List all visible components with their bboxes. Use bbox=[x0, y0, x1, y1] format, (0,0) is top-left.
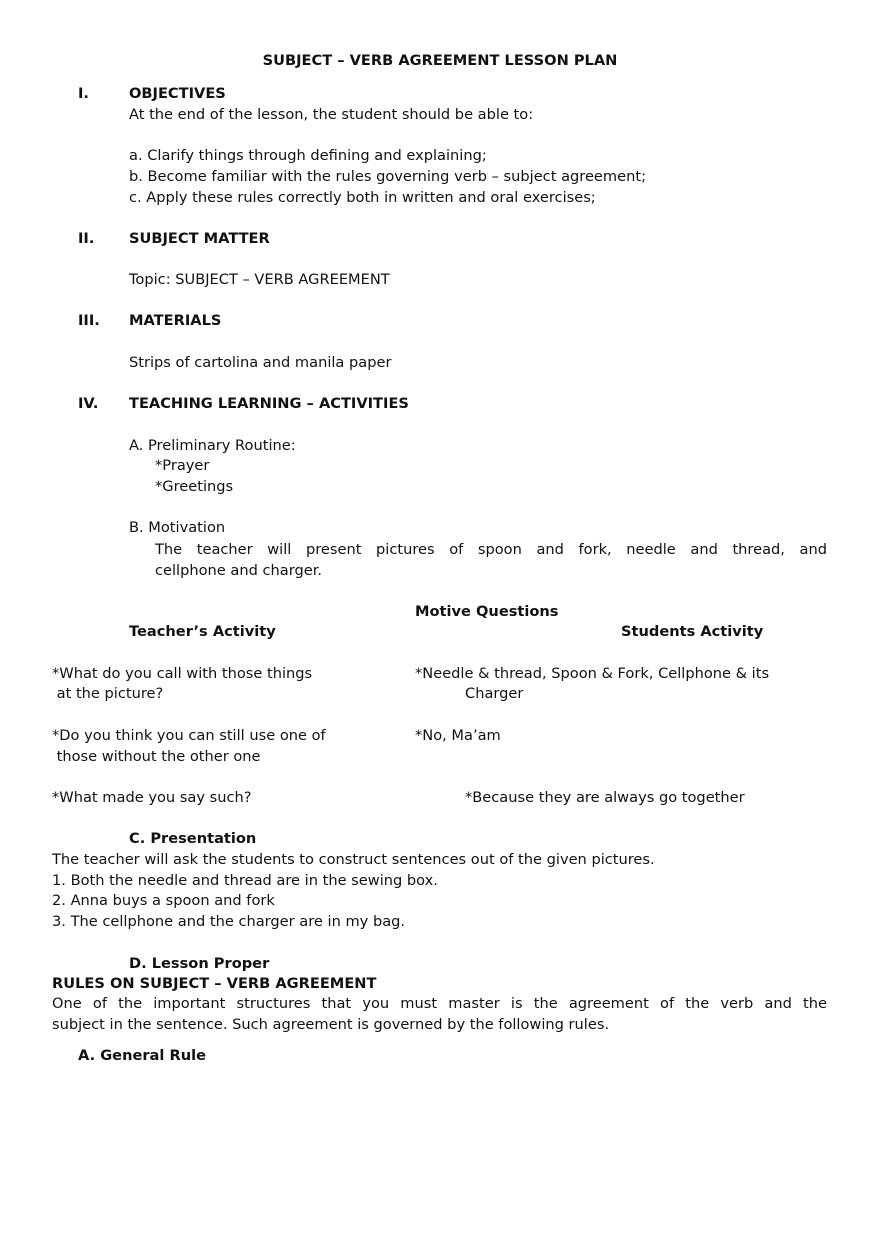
students-activity-header: Students Activity bbox=[621, 623, 764, 640]
topic-text: Topic: SUBJECT – VERB AGREEMENT bbox=[129, 271, 390, 288]
section-numeral: II. bbox=[78, 230, 95, 247]
presentation-text: The teacher will ask the students to construct sentences out of the given pictures. bbox=[52, 851, 655, 868]
student-answer: *No, Ma’am bbox=[415, 727, 501, 744]
section-numeral: III. bbox=[78, 312, 100, 329]
presentation-label: C. Presentation bbox=[129, 830, 257, 847]
section-heading-objectives: OBJECTIVES bbox=[129, 85, 226, 102]
lesson-proper-label: D. Lesson Proper bbox=[129, 955, 270, 972]
presentation-sentence: 1. Both the needle and thread are in the sewing box. bbox=[52, 872, 438, 889]
student-answer: *Needle & thread, Spoon & Fork, Cellphone & its bbox=[415, 665, 770, 682]
rules-text: One of the important structures that you must master is the agreement of the verb and the bbox=[52, 995, 827, 1012]
rules-heading: RULES ON SUBJECT – VERB AGREEMENT bbox=[52, 975, 377, 992]
preliminary-routine-label: A. Preliminary Routine: bbox=[129, 437, 296, 454]
document-title: SUBJECT – VERB AGREEMENT LESSON PLAN bbox=[262, 52, 618, 69]
teacher-question: those without the other one bbox=[52, 748, 261, 765]
student-answer: *Because they are always go together bbox=[465, 789, 745, 806]
section-numeral: IV. bbox=[78, 395, 99, 412]
objectives-intro: At the end of the lesson, the student should be able to: bbox=[129, 106, 534, 123]
presentation-sentence: 3. The cellphone and the charger are in my bag. bbox=[52, 913, 406, 930]
section-numeral: I. bbox=[78, 85, 89, 102]
rules-text: subject in the sentence. Such agreement is governed by the following rules. bbox=[52, 1016, 610, 1033]
presentation-sentence: 2. Anna buys a spoon and fork bbox=[52, 892, 275, 909]
objective-item: b. Become familiar with the rules governing verb – subject agreement; bbox=[129, 168, 646, 185]
general-rule-heading: A. General Rule bbox=[78, 1047, 207, 1064]
teacher-question: *What do you call with those things bbox=[52, 665, 313, 682]
section-heading-materials: MATERIALS bbox=[129, 312, 222, 329]
routine-item: *Prayer bbox=[155, 457, 210, 474]
routine-item: *Greetings bbox=[155, 478, 234, 495]
motivation-text: The teacher will present pictures of spoon and fork, needle and thread, and bbox=[155, 541, 827, 558]
teacher-question: at the picture? bbox=[52, 685, 164, 702]
objective-item: a. Clarify things through defining and explaining; bbox=[129, 147, 487, 164]
section-heading-activities: TEACHING LEARNING – ACTIVITIES bbox=[129, 395, 409, 412]
motive-questions-heading: Motive Questions bbox=[415, 603, 559, 620]
motivation-text: cellphone and charger. bbox=[155, 562, 323, 579]
teacher-question: *Do you think you can still use one of bbox=[52, 727, 326, 744]
section-heading-subject-matter: SUBJECT MATTER bbox=[129, 230, 270, 247]
materials-text: Strips of cartolina and manila paper bbox=[129, 354, 392, 371]
student-answer: Charger bbox=[465, 685, 524, 702]
teacher-question: *What made you say such? bbox=[52, 789, 252, 806]
objective-item: c. Apply these rules correctly both in written and oral exercises; bbox=[129, 189, 596, 206]
motivation-label: B. Motivation bbox=[129, 519, 226, 536]
teacher-activity-header: Teacher’s Activity bbox=[129, 623, 276, 640]
